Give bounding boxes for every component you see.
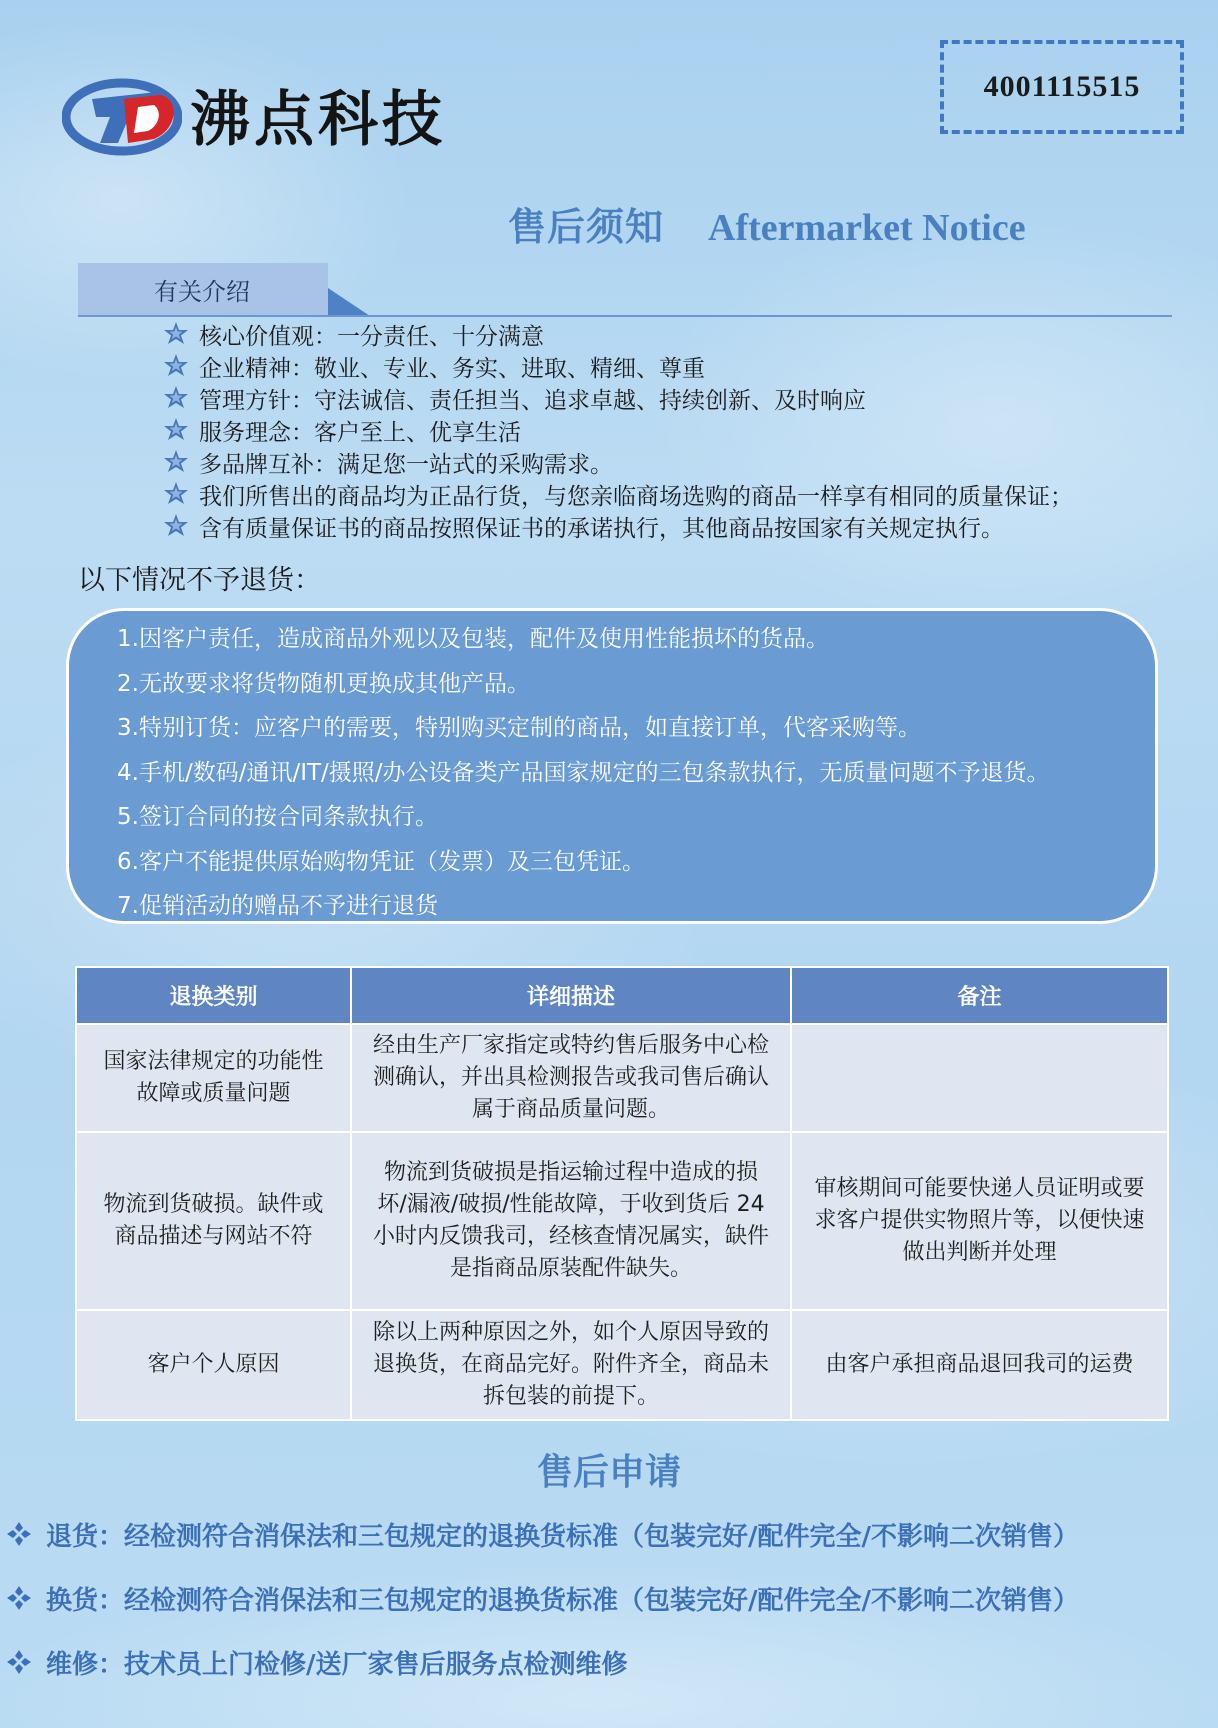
table-row (76, 1132, 1168, 1310)
apply-list-item (6, 1502, 1079, 1566)
star-bullet-icon (163, 321, 189, 347)
no-return-rule: 2.无故要求将货物随机更换成其他产品。 (117, 670, 530, 697)
company-logo (62, 70, 446, 160)
table-header-cell: 详细描述 (351, 967, 791, 1024)
intro-list-item (163, 318, 1073, 350)
table-header-cell: 备注 (791, 967, 1168, 1024)
intro-list (163, 318, 1073, 542)
no-return-rules-list (117, 617, 1050, 929)
no-return-rule: 5.签订合同的按合同条款执行。 (117, 804, 438, 830)
company-name: 沸点科技 (190, 85, 446, 155)
apply-list-item (6, 1630, 1079, 1694)
no-return-rule: 7.促销活动的赠品不予进行退货 (117, 893, 438, 919)
intro-item-text: 管理方针：守法诚信、责任担当、追求卓越、持续创新、及时响应 (199, 387, 866, 414)
table-cell-remark: 由客户承担商品退回我司的运费 (791, 1310, 1168, 1420)
no-return-rules-box (66, 608, 1158, 924)
table-cell-description: 物流到货破损是指运输过程中造成的损坏/漏液/破损/性能故障，于收到货后 24小时内反馈我司，经核查情况属实，缺件是指商品原装配件缺失。 (351, 1132, 791, 1310)
intro-item-text: 我们所售出的商品均为正品行货，与您亲临商场选购的商品一样享有相同的质量保证； (199, 483, 1073, 510)
intro-section-tab (78, 263, 328, 315)
table-row (76, 1310, 1168, 1420)
title-en: Aftermarket Notice (708, 207, 1026, 249)
table-cell-remark (791, 1024, 1168, 1132)
star-bullet-icon (163, 449, 189, 475)
fd-logo-icon (62, 73, 182, 157)
intro-section-label: 有关介绍 (154, 277, 250, 306)
diamond-bullet-icon (6, 1649, 32, 1675)
table-cell-description: 除以上两种原因之外，如个人原因导致的退换货，在商品完好。附件齐全，商品未拆包装的前提下。 (351, 1310, 791, 1420)
table-cell-category: 国家法律规定的功能性故障或质量问题 (76, 1024, 351, 1132)
title-cn: 售后须知 (508, 205, 665, 249)
apply-list-item (6, 1566, 1079, 1630)
no-return-rule: 6.客户不能提供原始购物凭证（发票）及三包凭证。 (117, 848, 645, 875)
star-bullet-icon (163, 513, 189, 539)
diamond-bullet-icon (6, 1585, 32, 1611)
intro-list-item (163, 414, 1073, 446)
star-bullet-icon (163, 353, 189, 379)
no-return-rule: 3.特别订货：应客户的需要，特别购买定制的商品，如直接订单，代客采购等。 (117, 715, 921, 741)
apply-item-text: 维修：技术员上门检修/送厂家售后服务点检测维修 (46, 1649, 628, 1680)
intro-item-text: 多品牌互补：满足您一站式的采购需求。 (199, 451, 613, 478)
intro-list-item (163, 478, 1073, 510)
phone-box (940, 40, 1184, 134)
apply-item-text: 换货：经检测符合消保法和三包规定的退换货标准（包装完好/配件完全/不影响二次销售） (46, 1585, 1079, 1616)
intro-list-item (163, 382, 1073, 414)
page-title (508, 196, 1026, 251)
star-bullet-icon (163, 417, 189, 443)
intro-item-text: 企业精神：敬业、专业、务实、进取、精细、尊重 (199, 355, 705, 382)
tab-corner-triangle (328, 288, 370, 316)
star-bullet-icon (163, 385, 189, 411)
diamond-bullet-icon (6, 1521, 32, 1547)
no-return-heading: 以下情况不予退货： (78, 565, 321, 596)
intro-item-text: 核心价值观：一分责任、十分满意 (199, 323, 544, 350)
table-cell-category: 客户个人原因 (76, 1310, 351, 1420)
intro-item-text: 含有质量保证书的商品按照保证书的承诺执行，其他商品按国家有关规定执行。 (199, 515, 1004, 542)
apply-item-text: 退货：经检测符合消保法和三包规定的退换货标准（包装完好/配件完全/不影响二次销售） (46, 1521, 1079, 1552)
intro-list-item (163, 446, 1073, 478)
table-cell-remark: 审核期间可能要快递人员证明或要求客户提供实物照片等，以便快速做出判断并处理 (791, 1132, 1168, 1310)
apply-list (6, 1502, 1079, 1694)
intro-item-text: 服务理念：客户至上、优享生活 (199, 419, 521, 446)
table-row (76, 1024, 1168, 1132)
table-cell-category: 物流到货破损。缺件或商品描述与网站不符 (76, 1132, 351, 1310)
star-bullet-icon (163, 481, 189, 507)
intro-list-item (163, 350, 1073, 382)
table-header-cell: 退换类别 (76, 967, 351, 1024)
return-policy-table (75, 966, 1169, 1421)
apply-section-title: 售后申请 (536, 1452, 681, 1493)
phone-number: 4001115515 (983, 70, 1141, 103)
table-header-row (76, 967, 1168, 1024)
table-cell-description: 经由生产厂家指定或特约售后服务中心检测确认，并出具检测报告或我司售后确认属于商品质量问题。 (351, 1024, 791, 1132)
no-return-rule: 4.手机/数码/通讯/IT/摄照/办公设备类产品国家规定的三包条款执行，无质量问题不予退货。 (117, 759, 1050, 786)
intro-list-item (163, 510, 1073, 542)
no-return-rule: 1.因客户责任，造成商品外观以及包装，配件及使用性能损坏的货品。 (117, 626, 829, 652)
